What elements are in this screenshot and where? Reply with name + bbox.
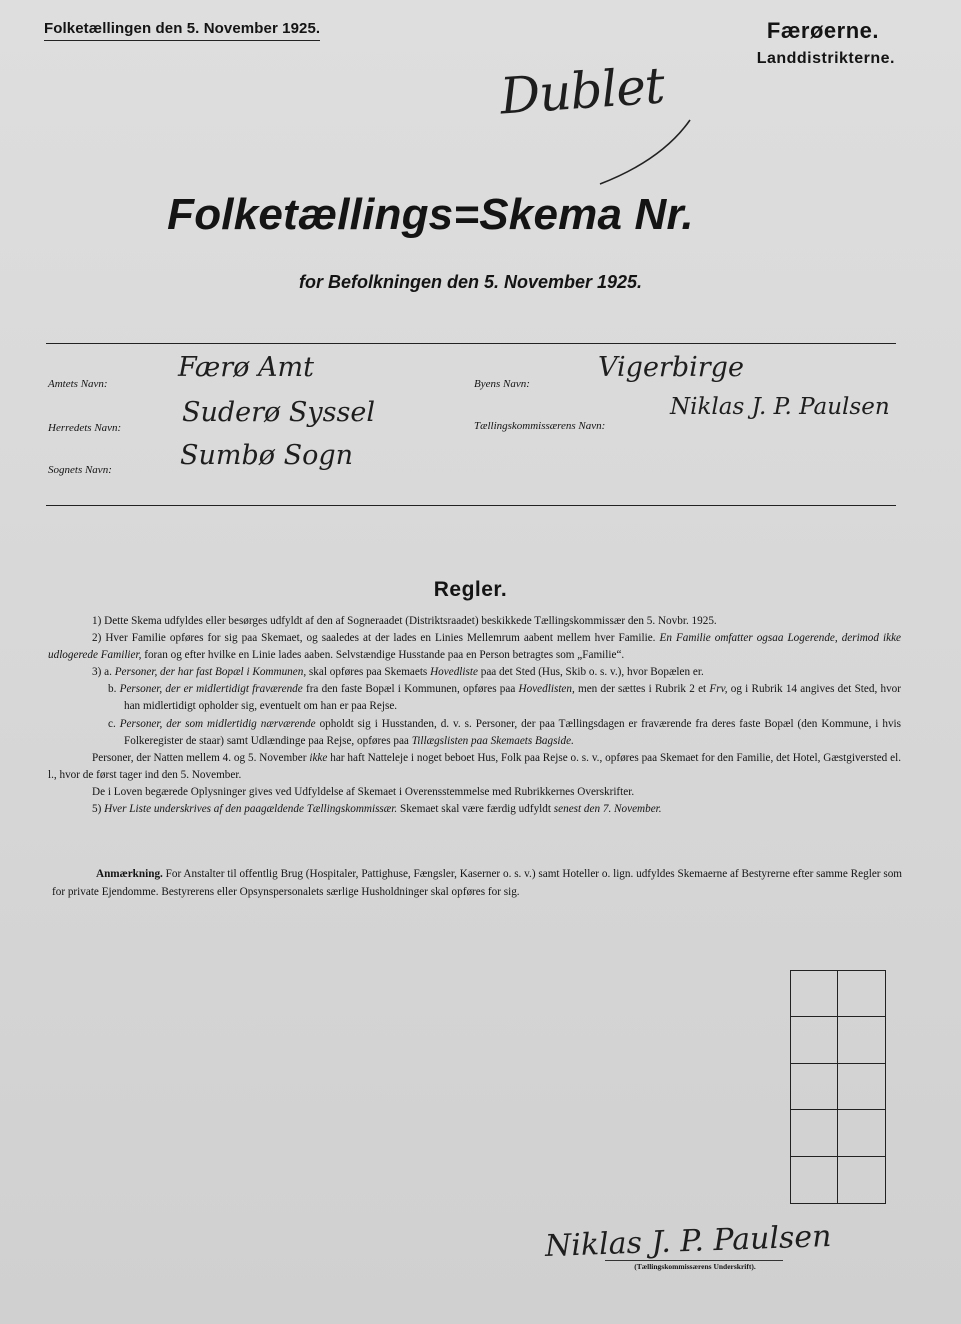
rule-2 <box>48 630 901 664</box>
rule-3a-text: skal opføres paa Skemaets <box>306 666 431 679</box>
rule-4 <box>48 750 901 784</box>
herred-label: Herredets Navn: <box>48 422 122 434</box>
region-header: Færøerne. <box>766 18 879 43</box>
rules-heading: Regler. <box>433 578 508 601</box>
rule-2-text-c: foran og efter hvilke en Linie lades aaben. Selvstændige Husstande paa en Person betragtes som „Familie“. <box>141 649 625 662</box>
rule-4-text-c: har haft Natteleje i noget beboet Hus, Folk paa Rejse o. s. v., opføres paa Skemaet for den Familie, det Hotel, Gæstgiversted el. l., hvor de først tager ind den 5. November. <box>48 751 901 781</box>
amt-label: Amtets Navn: <box>48 378 108 390</box>
note-section <box>52 866 902 901</box>
rule-5-num: 5) <box>92 803 105 816</box>
amt-value: Færø Amt <box>178 352 314 383</box>
rule-3b <box>48 681 901 715</box>
grid-cell <box>791 1110 838 1156</box>
grid-cell <box>791 1017 838 1063</box>
rule-1: 1) Dette Skema udfyldes eller besørges udfyldt af den af Sogneraadet (Distriktsraadet) beskikkede Tællingskommissær den 5. Novbr. 1925. <box>92 615 717 627</box>
rule-3a-emph-2: Hovedliste <box>430 666 478 679</box>
tally-grid <box>790 970 886 1204</box>
rule-3c-emph-2: Tillægslisten paa Skemaets Bagside. <box>411 734 574 747</box>
rule-5-emph: Hver Liste underskrives af den paagældende Tællingskommissær. <box>104 803 398 816</box>
rule-3b-emph-3: Frv, <box>709 683 728 696</box>
rules-section <box>48 613 901 818</box>
grid-cell <box>838 1017 885 1063</box>
rule-3b-num: b. <box>108 683 120 696</box>
signature-line <box>605 1260 783 1261</box>
rule-4d: De i Loven begærede Oplysninger gives ved Udfyldelse af Skemaet i Overensstemmelse med Rubrikkernes Overskrifter. <box>92 785 635 798</box>
top-divider <box>46 343 896 344</box>
rule-2-emph: En Familie omfatter ogsaa Logerende, derimod ikke udlogerede Familier, <box>48 632 902 662</box>
rule-3c-text: opholdt sig i Husstanden, d. v. s. Personer, der paa Tællingsdagen er fraværende fra deres faste Bopæl (den Kommune, i hvis Folkeregister de staar) samt Udlændinge paa Rejse, opføres paa <box>124 717 902 747</box>
sogn-label: Sognets Navn: <box>48 464 112 476</box>
rule-3c-num: c. <box>108 717 120 730</box>
rule-3a <box>48 664 901 681</box>
rule-2-text-a: 2) Hver Familie opføres for sig paa Skemaet, og saaledes at der lades en Linies Mellemrum aabent mellem hver Familie. <box>92 632 660 645</box>
rule-3b-emph: Personer, der er midlertidigt fraværende <box>119 683 303 696</box>
sogn-value: Sumbø Sogn <box>180 440 354 471</box>
kommissaer-label: Tællingskommissærens Navn: <box>474 420 606 432</box>
signature: Niklas J. P. Paulsen <box>544 1219 833 1264</box>
form-title: Folketællings=Skema Nr. <box>167 190 694 239</box>
grid-cell <box>838 971 885 1017</box>
byen-label: Byens Navn: <box>474 378 530 390</box>
grid-cell <box>838 1110 885 1156</box>
rule-4-emph: ikke <box>309 751 328 764</box>
grid-cell <box>791 1064 838 1110</box>
bottom-divider <box>46 505 896 506</box>
census-date-header: Folketællingen den 5. November 1925. <box>44 20 320 41</box>
kommissaer-value: Niklas J. P. Paulsen <box>670 394 890 420</box>
herred-value: Suderø Syssel <box>182 397 375 428</box>
rule-5-emph-2: senest den 7. November. <box>553 803 662 816</box>
note-text: For Anstalter til offentlig Brug (Hospitaler, Pattighuse, Fængsler, Kaserner o. s. v.) samt Hoteller o. lign. udfyldes Skemaerne af Bestyrerne efter samme Regler som for private Ejendomme. Bestyrerens eller Opsynspersonalets særlige Husholdninger skal opføres for sig. <box>52 868 902 898</box>
rule-3a-text-2: paa det Sted (Hus, Skib o. s. v.), hvor Bopælen er. <box>477 666 704 679</box>
dublet-annotation: Dublet <box>498 56 666 126</box>
rule-3c <box>48 716 901 750</box>
grid-cell <box>791 1157 838 1203</box>
rule-4-text-a: Personer, der Natten mellem 4. og 5. November <box>92 751 310 764</box>
rule-5-text: Skemaet skal være færdig udfyldt <box>397 803 554 816</box>
rule-5 <box>48 801 901 818</box>
note-lead: Anmærkning. <box>96 868 163 880</box>
rule-3a-num: 3) a. <box>92 666 115 679</box>
form-subtitle: for Befolkningen den 5. November 1925. <box>298 272 643 292</box>
rule-3c-emph: Personer, der som midlertidig nærværende <box>119 717 316 730</box>
rule-3b-text-2: men der sættes i Rubrik 2 et <box>574 683 710 696</box>
rule-3a-emph: Personer, der har fast Bopæl i Kommunen, <box>114 666 307 679</box>
grid-cell <box>791 971 838 1017</box>
annotation-stroke <box>572 60 692 190</box>
signature-caption: (Tællingskommissærens Underskrift). <box>634 1262 756 1271</box>
district-header: Landdistrikterne. <box>756 50 895 67</box>
rule-3b-emph-2: Hovedlisten, <box>518 683 575 696</box>
grid-cell <box>838 1157 885 1203</box>
rule-3b-text: fra den faste Bopæl i Kommunen, opføres paa <box>302 683 519 696</box>
rule-3b-text-3: og i Rubrik 14 angives det Sted, hvor han midlertidigt opholder sig, eventuelt om han er paa Rejse. <box>124 683 901 713</box>
grid-cell <box>838 1064 885 1110</box>
byen-value: Vigerbirge <box>598 352 744 383</box>
